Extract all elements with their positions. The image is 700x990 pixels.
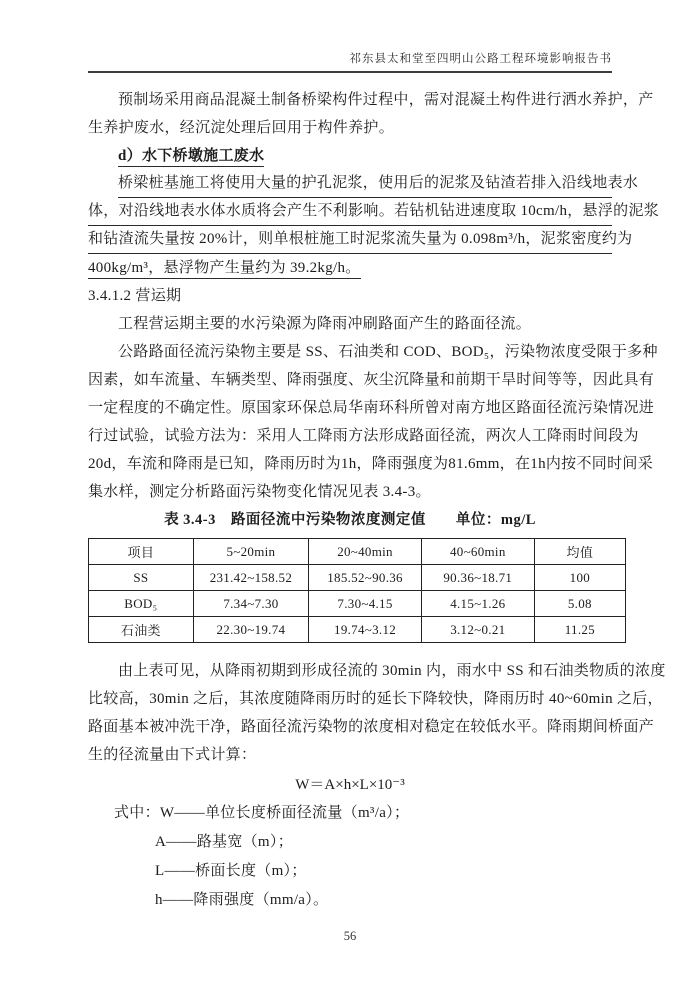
formula-definitions — [88, 799, 612, 915]
table-row — [89, 565, 626, 591]
table-caption: 表 3.4-3 路面径流中污染物浓度测定值 单位：mg/L — [164, 512, 536, 528]
table-cell: 4.15~1.26 — [421, 591, 534, 617]
paragraph-operation-intro: 工程营运期主要的水污染源为降雨冲刷路面产生的路面径流。 — [118, 316, 532, 332]
paragraph-line: 生的径流量由下式计算： — [88, 747, 257, 763]
paragraph-underwater-pier — [88, 170, 660, 282]
definition-line-h: h——降雨强度（mm/a）。 — [155, 892, 329, 908]
table-header-cell: 40~60min — [421, 539, 534, 565]
table-cell: 3.12~0.21 — [421, 617, 534, 643]
paragraph-line-underlined: 和钻渣流失量按 20%计，则单根桩施工时泥浆流失量为 0.098m³/h，泥浆密度约为 — [88, 226, 612, 254]
table-header-cell: 项目 — [89, 539, 194, 565]
paragraph-line: 因素，如车流量、车辆类型、降雨强度、灰尘沉降量和前期干旱时间等等，因此具有 — [88, 372, 655, 388]
table-row — [89, 617, 626, 643]
paragraph-line: 行过试验，试验方法为：采用人工降雨方法形成路面径流，两次人工降雨时间段为 — [88, 428, 639, 444]
page-content — [88, 0, 666, 990]
definition-line-W: 式中：W——单位长度桥面径流量（m³/a）； — [114, 805, 410, 821]
table-cell: 231.42~158.52 — [193, 565, 308, 591]
paragraph-line-underlined: 桥梁桩基施工将使用大量的护孔泥浆，使用后的泥浆及钻渣若排入沿线地表水 — [118, 170, 612, 198]
definition-line-L: L——桥面长度（m）； — [155, 863, 307, 879]
paragraph-line: 预制场采用商品混凝土制备桥梁构件过程中，需对混凝土构件进行洒水养护，产 — [118, 92, 654, 108]
paragraph-line: 集水样，测定分析路面污染物变化情况见表 3.4-3。 — [88, 484, 431, 500]
table-cell: SS — [89, 565, 194, 591]
paragraph-line: 20d，车流和降雨是已知，降雨历时为1h，降雨强度为81.6mm，在1h内按不同时间采 — [88, 456, 653, 472]
table-cell: 石油类 — [89, 617, 194, 643]
table-cell: 11.25 — [534, 617, 625, 643]
table-header-cell: 20~40min — [309, 539, 422, 565]
paragraph-line: 路面基本被冲洗干净，路面径流污染物的浓度相对稳定在较低水平。降雨期间桥面产 — [88, 719, 655, 735]
paragraph-line: 公路路面径流污染物主要是 SS、石油类和 COD、BOD₅，污染物浓度受限于多种 — [118, 344, 658, 360]
page-number: 56 — [343, 929, 357, 943]
definition-line-A: A——路基宽（m）； — [155, 834, 294, 850]
table-header-row — [89, 539, 626, 565]
table-cell: 5.08 — [534, 591, 625, 617]
section-heading-3412: 3.4.1.2 营运期 — [88, 288, 182, 304]
paragraph-line-underlined-text: 400kg/m³，悬浮物产生量约为 39.2kg/h。 — [88, 260, 361, 279]
table-header-cell: 均值 — [534, 539, 625, 565]
table-cell: 19.74~3.12 — [309, 617, 422, 643]
header-rule — [88, 71, 612, 73]
paragraph-line: 比较高，30min 之后，其浓度随降雨历时的延长下降较快，降雨历时 40~60min 之后， — [88, 691, 663, 707]
pollutant-concentration-table — [88, 538, 626, 643]
table-cell: BOD₅ — [89, 591, 194, 617]
table-cell: 7.30~4.15 — [309, 591, 422, 617]
table-cell: 7.34~7.30 — [193, 591, 308, 617]
paragraph-line-underlined: 体，对沿线地表水体水质将会产生不利影响。若钻机钻进速度取 10cm/h，悬浮的泥浆 — [88, 198, 612, 226]
paragraph-precast — [88, 86, 654, 142]
table-cell: 100 — [534, 565, 625, 591]
section-heading-d — [118, 142, 612, 170]
table-cell: 22.30~19.74 — [193, 617, 308, 643]
table-header-cell: 5~20min — [193, 539, 308, 565]
paragraph-line: 生养护废水，经沉淀处理后回用于构件养护。 — [88, 120, 395, 136]
paragraph-table-discussion — [88, 657, 666, 769]
table-cell: 90.36~18.71 — [421, 565, 534, 591]
section-heading-d-text: d）水下桥墩施工废水 — [118, 148, 264, 167]
paragraph-runoff-pollutants — [88, 338, 658, 506]
paragraph-line: 由上表可见，从降雨初期到形成径流的 30min 内，雨水中 SS 和石油类物质的浓度 — [118, 663, 666, 679]
header-title: 祁东县太和堂至四明山公路工程环境影响报告书 — [349, 53, 612, 65]
paragraph-line-underlined — [88, 254, 612, 282]
table-row — [89, 591, 626, 617]
paragraph-line: 一定程度的不确定性。原国家环保总局华南环科所曾对南方地区路面径流污染情况进 — [88, 400, 655, 416]
table-cell: 185.52~90.36 — [309, 565, 422, 591]
runoff-formula: W＝A×h×L×10⁻³ — [295, 777, 405, 793]
